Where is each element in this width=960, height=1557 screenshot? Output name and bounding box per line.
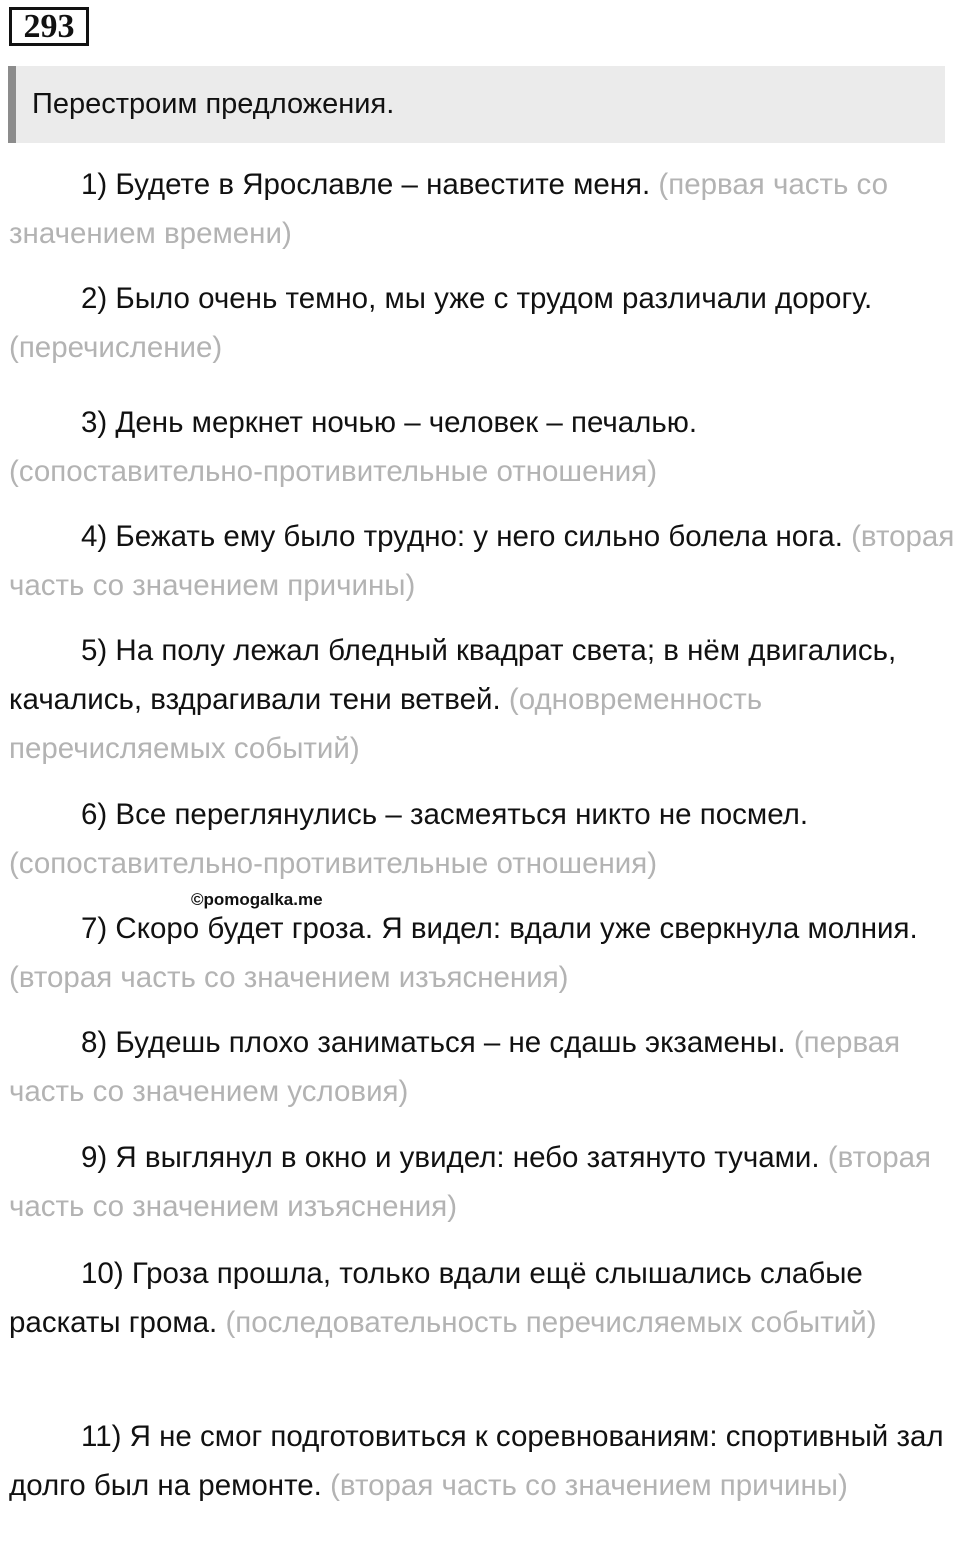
answer-item-3 <box>9 398 959 496</box>
answer-sentence: 2) Было очень темно, мы уже с трудом различали дорогу. <box>81 282 873 315</box>
answer-item-8 <box>9 1018 959 1116</box>
answer-sentence: 6) Все переглянулись – засмеяться никто не посмел. <box>81 798 809 831</box>
answer-sentence: 10) Гроза прошла, только вдали ещё слышались слабые раскаты грома. <box>9 1257 863 1339</box>
answer-item-9 <box>9 1133 959 1231</box>
answer-item-6 <box>9 790 959 888</box>
answer-note: (вторая часть со значением изъяснения) <box>9 1141 932 1223</box>
watermark: ©pomogalka.me <box>191 890 323 909</box>
answer-note: (перечисление) <box>9 331 223 364</box>
answer-sentence: 4) Бежать ему было трудно: у него сильно болела нога. <box>81 520 843 553</box>
answer-note: (вторая часть со значением причины) <box>330 1469 848 1502</box>
answer-item-4 <box>9 512 959 610</box>
answer-note: (одновременность перечисляемых событий) <box>9 683 763 765</box>
answer-note: (вторая часть со значением причины) <box>9 520 955 602</box>
answer-item-11 <box>9 1412 959 1510</box>
answer-sentence: 5) На полу лежал бледный квадрат света; в нём двигались, качались, вздрагивали тени ветвей. <box>9 634 897 716</box>
answer-item-1 <box>9 160 959 258</box>
answer-sentence: 3) День меркнет ночью – человек – печалью. <box>81 406 698 439</box>
answer-sentence: 1) Будете в Ярославле – навестите меня. <box>81 168 651 201</box>
answer-sentence: 7) Скоро будет гроза. Я видел: вдали уже сверкнула молния. <box>81 912 918 945</box>
answer-note: (вторая часть со значением изъяснения) <box>9 961 569 994</box>
answer-note: (сопоставительно-противительные отношения) <box>9 847 658 880</box>
answer-note: (сопоставительно-противительные отношения) <box>9 455 658 488</box>
answer-sentence: 9) Я выглянул в окно и увидел: небо затянуто тучами. <box>81 1141 820 1174</box>
task-banner <box>8 66 945 143</box>
answer-note: (первая часть со значением времени) <box>9 168 889 250</box>
answer-item-2 <box>9 274 959 372</box>
answer-item-10 <box>9 1249 959 1347</box>
answer-note: (первая часть со значением условия) <box>9 1026 901 1108</box>
answer-note: (последовательность перечисляемых событий) <box>225 1306 877 1339</box>
task-text: Перестроим предложения. <box>32 88 395 120</box>
exercise-number-box: 293 <box>9 7 89 46</box>
answer-sentence: 8) Будешь плохо заниматься – не сдашь экзамены. <box>81 1026 786 1059</box>
answer-item-7 <box>9 904 959 1002</box>
answer-sentence: 11) Я не смог подготовиться к соревнованиям: спортивный зал долго был на ремонте. <box>9 1420 944 1502</box>
answer-item-5 <box>9 626 959 773</box>
